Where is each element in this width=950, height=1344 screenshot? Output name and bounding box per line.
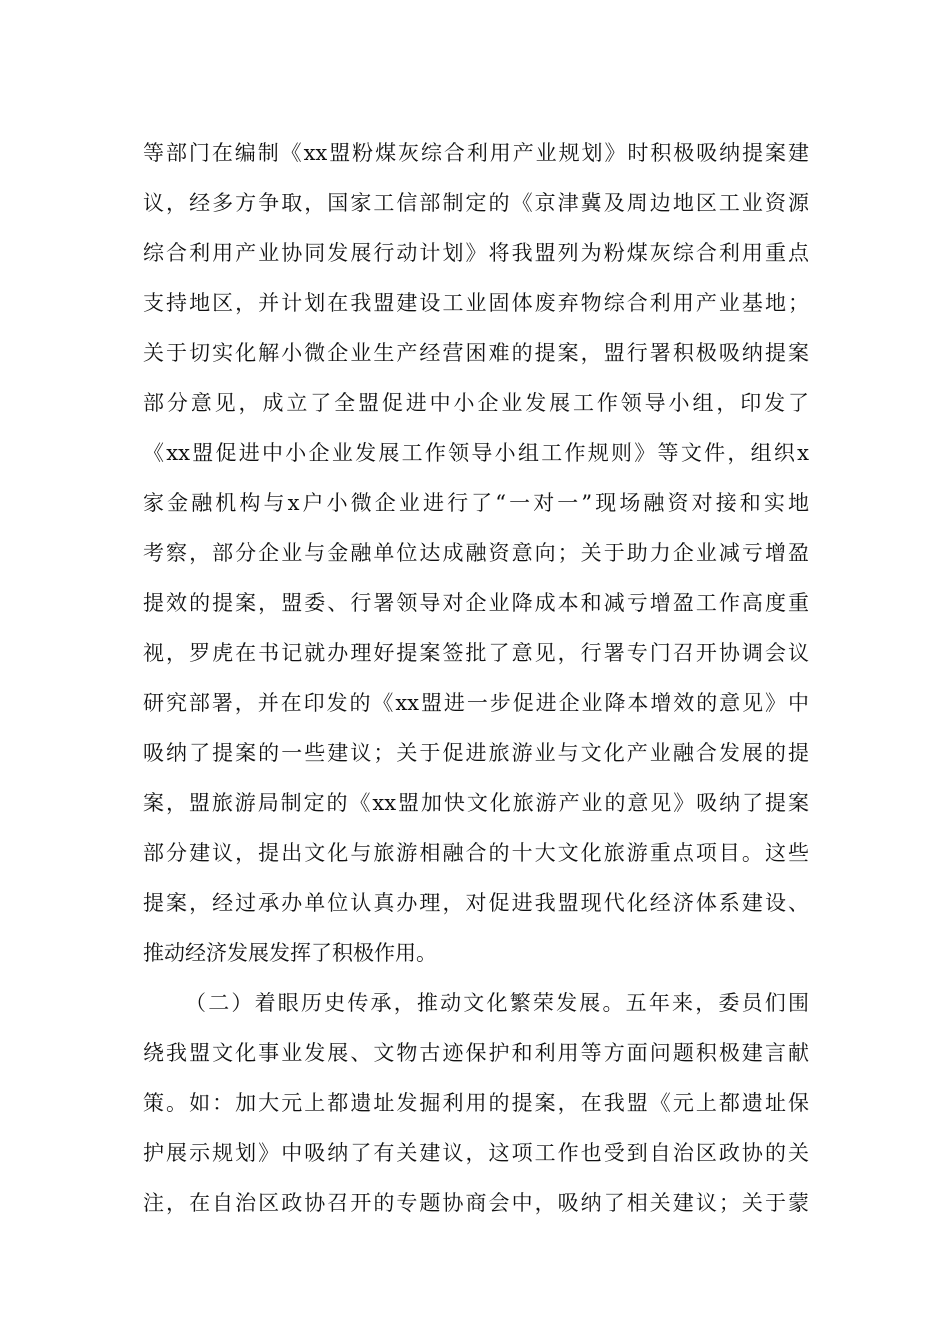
- text-line: 提效的提案，盟委、行署领导对企业降成本和减亏增盈工作高度重: [143, 591, 809, 615]
- text-line: 绕我盟文化事业发展、文物古迹保护和利用等方面问题积极建言献: [143, 1041, 809, 1065]
- text-line: 关于切实化解小微企业生产经营困难的提案，盟行署积极吸纳提案: [143, 341, 809, 365]
- document-body: [143, 128, 809, 1228]
- text-line: 部分意见，成立了全盟促进中小企业发展工作领导小组，印发了: [143, 391, 809, 415]
- text-line: 案，盟旅游局制定的《xx盟加快文化旅游产业的意见》吸纳了提案: [143, 791, 809, 815]
- text-line: 吸纳了提案的一些建议；关于促进旅游业与文化产业融合发展的提: [143, 741, 809, 765]
- paragraph-last-line: 推动经济发展发挥了积极作用。: [143, 941, 437, 965]
- text-line: 提案，经过承办单位认真办理，对促进我盟现代化经济体系建设、: [143, 891, 809, 915]
- text-line: 研究部署，并在印发的《xx盟进一步促进企业降本增效的意见》中: [143, 691, 809, 715]
- text-line: 等部门在编制《xx盟粉煤灰综合利用产业规划》时积极吸纳提案建: [143, 141, 809, 165]
- text-line: 策。如：加大元上都遗址发掘利用的提案，在我盟《元上都遗址保: [143, 1091, 809, 1115]
- text-line: 《xx盟促进中小企业发展工作领导小组工作规则》等文件，组织x: [143, 441, 809, 465]
- text-line: 支持地区，并计划在我盟建设工业固体废弃物综合利用产业基地；: [143, 291, 809, 315]
- text-line: 视，罗虎在书记就办理好提案签批了意见，行署专门召开协调会议: [143, 641, 809, 665]
- text-line: 家金融机构与x户小微企业进行了“一对一”现场融资对接和实地: [143, 491, 809, 515]
- text-line: 护展示规划》中吸纳了有关建议，这项工作也受到自治区政协的关: [143, 1141, 809, 1165]
- paragraph-heading-line: （二）着眼历史传承，推动文化繁荣发展。五年来，委员们围: [185, 991, 809, 1015]
- text-line: 考察，部分企业与金融单位达成融资意向；关于助力企业减亏增盈: [143, 541, 809, 565]
- text-line: 综合利用产业协同发展行动计划》将我盟列为粉煤灰综合利用重点: [143, 241, 809, 265]
- text-line: 注，在自治区政协召开的专题协商会中，吸纳了相关建议；关于蒙: [143, 1191, 809, 1215]
- text-line: 议，经多方争取，国家工信部制定的《京津冀及周边地区工业资源: [143, 191, 809, 215]
- text-line: 部分建议，提出文化与旅游相融合的十大文化旅游重点项目。这些: [143, 841, 809, 865]
